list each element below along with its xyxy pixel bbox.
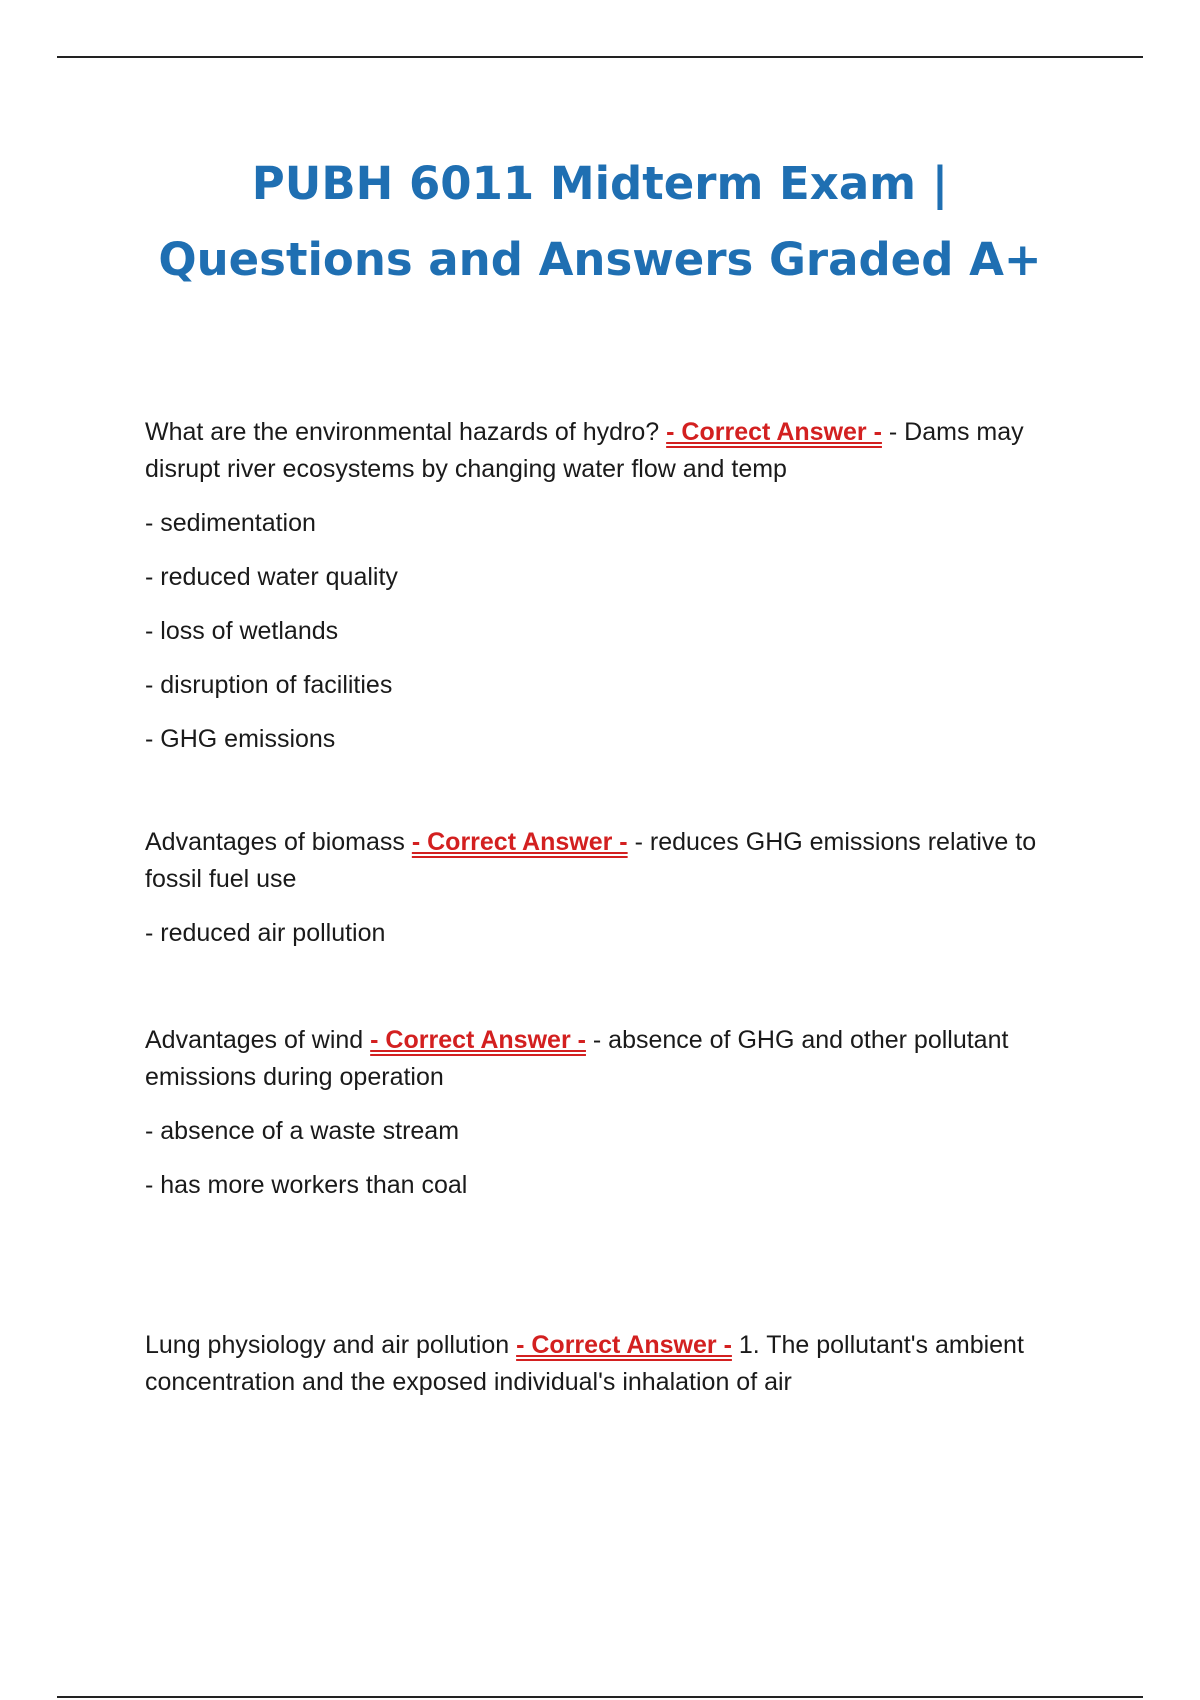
bottom-rule (57, 1696, 1143, 1698)
document-title: PUBH 6011 Midterm Exam | Questions and Answers Graded A+ (158, 157, 1042, 286)
question-text: Advantages of biomass (145, 828, 405, 856)
answer-list-item: - GHG emissions (145, 725, 336, 753)
question-text: Lung physiology and air pollution (145, 1331, 510, 1359)
answer-list (145, 1113, 1065, 1204)
answer-list-item: - reduced air pollution (145, 919, 386, 947)
qa-paragraph (145, 1327, 1065, 1401)
correct-answer-marker: - Correct Answer - (516, 1331, 732, 1359)
qa-item-wind (145, 1022, 1065, 1204)
answer-list (145, 915, 1065, 952)
answer-text: - reduces GHG emissions relative to fossil fuel use (145, 828, 1037, 893)
qa-paragraph (145, 414, 1065, 488)
correct-answer-marker: - Correct Answer - (666, 418, 882, 446)
answer-list-item: - disruption of facilities (145, 671, 393, 699)
correct-answer-marker: - Correct Answer - (411, 828, 628, 856)
question-text: What are the environmental hazards of hydro? (145, 418, 660, 446)
qa-item-hydro (145, 414, 1065, 758)
correct-answer-marker: - Correct Answer - (370, 1026, 586, 1054)
qa-item-lung-physiology (145, 1327, 1065, 1401)
question-text: Advantages of wind (145, 1026, 364, 1054)
answer-list-item: - loss of wetlands (145, 617, 339, 645)
answer-text: 1. The pollutant's ambient concentration and the exposed individual's inhalation of air (145, 1331, 1024, 1396)
top-rule (57, 56, 1143, 58)
qa-item-biomass (145, 824, 1065, 952)
answer-list-item: - has more workers than coal (145, 1171, 468, 1199)
answer-list-item: - absence of a waste stream (145, 1117, 460, 1145)
answer-list (145, 505, 1065, 758)
answer-list-item: - sedimentation (145, 509, 316, 537)
answer-text: - absence of GHG and other pollutant emissions during operation (145, 1026, 1009, 1091)
qa-paragraph (145, 1022, 1065, 1096)
qa-paragraph (145, 824, 1065, 898)
answer-list-item: - reduced water quality (145, 563, 398, 591)
answer-text: - Dams may disrupt river ecosystems by changing water flow and temp (145, 418, 1024, 483)
